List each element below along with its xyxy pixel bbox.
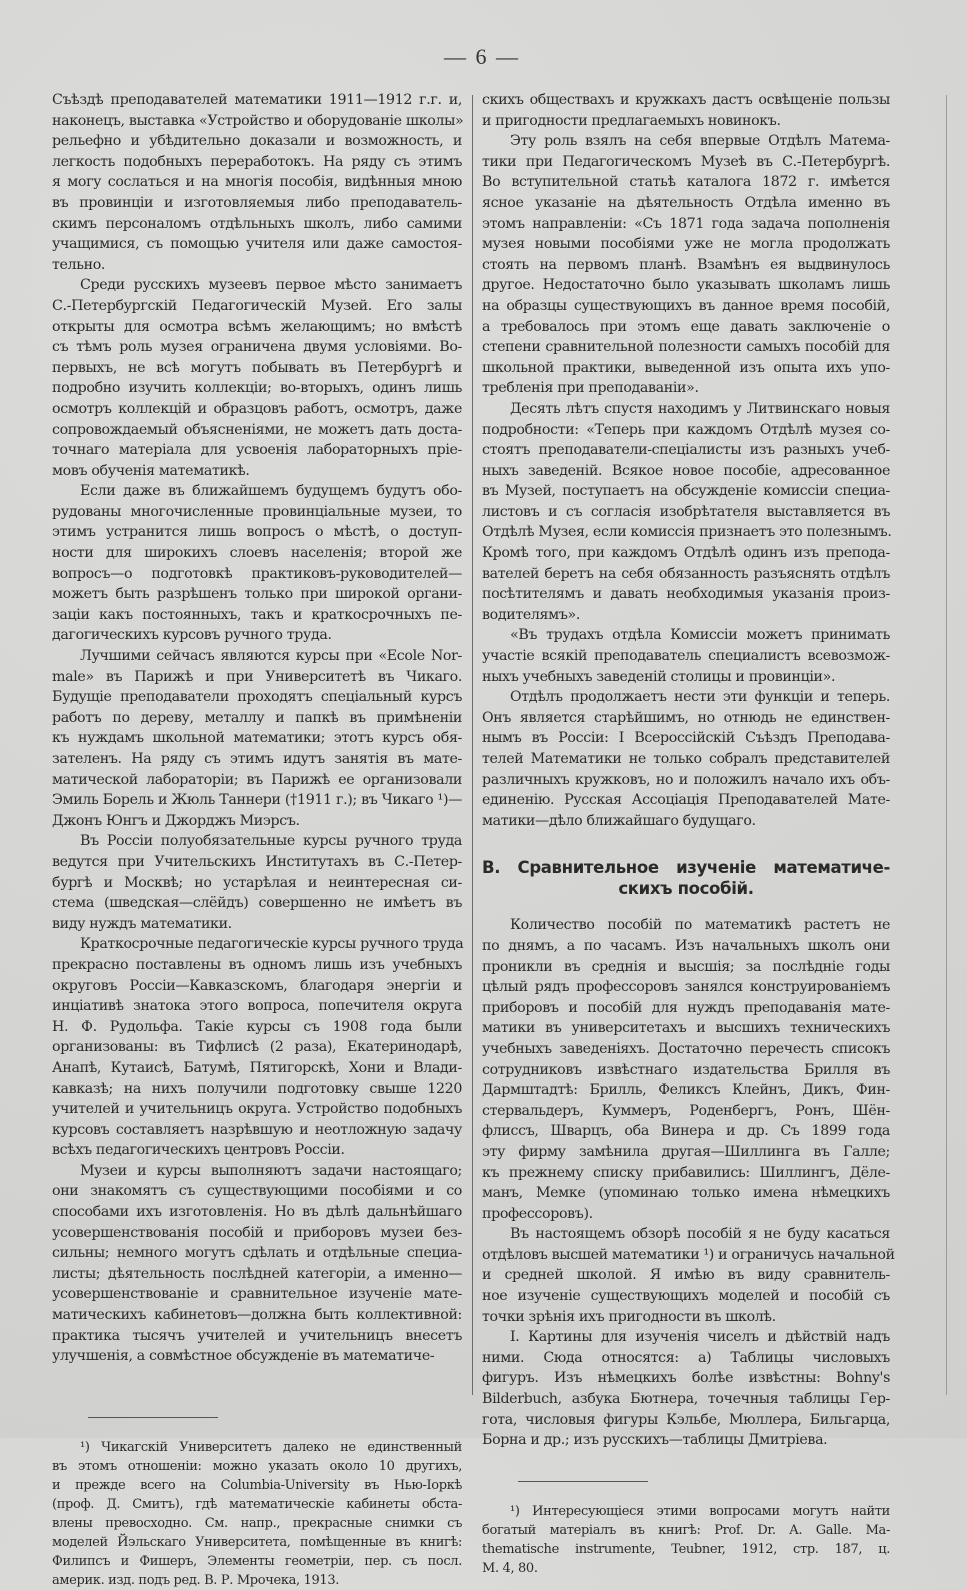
text-line: телей Математики не только собралъ представителей [482, 751, 890, 767]
text-line: различныхъ кружковъ, но и положилъ начало ихъ объ- [482, 771, 890, 788]
text-line: учащимися, съ помощью учителя или даже самостоя- [52, 236, 462, 253]
text-line: можетъ быть разрѣшенъ только при широкой органи- [52, 586, 462, 603]
text-line: учителей и учительницъ округа. Устройство подобныхъ [52, 1101, 462, 1118]
text-line: матическихъ кабинетовъ—должна быть коллективной: [52, 1307, 462, 1324]
text-line: посѣтителямъ и давать необходимыя указанія произ- [482, 586, 890, 603]
text-line: Количество пособій по математикѣ растетъ не [510, 917, 890, 934]
paragraph [482, 625, 890, 687]
text-line: степени сравнительной полезности самыхъ пособій для [482, 339, 890, 356]
text-line: открыты для осмотра всѣмъ желающимъ; но вмѣстѣ [52, 318, 462, 335]
text-line: тельно. [52, 256, 106, 273]
text-line: музея новыми пособіями уже не могла продолжать [482, 236, 890, 253]
text-line: сотрудниковъ извѣстнаго издательства Брилля въ [482, 1061, 890, 1078]
column-divider [472, 95, 473, 1395]
footnote [482, 1502, 890, 1578]
text-line: гота, числовыя фигуры Кэльбе, Мюллера, Бильгарца, [482, 1411, 890, 1428]
footnote-line: америк. изд. подъ ред. В. Р. Мрочека, 1913. [52, 1572, 340, 1588]
text-line: учебныхъ заведеніяхъ. Достаточно перечесть списокъ [482, 1040, 890, 1057]
text-line: Отдѣлъ продолжаетъ нести эти функціи и теперь. [510, 689, 890, 706]
text-line: нымъ въ Россіи: I Всероссійскій Съѣздъ Преподава- [482, 730, 890, 747]
text-line: курсовъ составляетъ назрѣвшую и неотложную задачу [52, 1121, 462, 1138]
text-line: Джонъ Юнгъ и Джорджъ Миэрсъ. [52, 812, 300, 829]
text-line: подробности: «Теперь при каждомъ Отдѣлѣ музея со- [482, 421, 890, 438]
text-line: ведутся при Учительскихъ Институтахъ въ С.-Петер- [52, 853, 462, 870]
paragraph [482, 131, 890, 399]
text-line: Музеи и курсы выполняютъ задачи настоящаго; [80, 1162, 462, 1179]
text-line: матики въ университетахъ и высшихъ техническихъ [482, 1020, 890, 1037]
text-line: работъ по дереву, металлу и папкѣ въ примѣненіи [52, 709, 462, 726]
paragraph [482, 90, 890, 131]
paragraph [52, 646, 462, 831]
text-line: усовершенствованіе и сравнительное изученіе мате- [52, 1286, 462, 1303]
text-line: ныхъ заведеній. Всякое новое пособіе, адресованное [482, 462, 890, 479]
text-line: male» въ Парижѣ и при Университетѣ въ Чикаго. [52, 668, 462, 685]
paragraph [482, 1224, 895, 1327]
text-line: наконецъ, выставка «Устройство и оборудованіе школы» [52, 112, 464, 129]
text-line: вателей беретъ на себя обязанность разъяснять отдѣлъ [482, 565, 890, 582]
text-line: манъ, Мемке (упоминаю только имена нѣмецкихъ [482, 1185, 890, 1202]
page-edge-rule [946, 95, 947, 1395]
text-line: тики при Педагогическомъ Музеѣ въ С.-Петербургѣ. [482, 153, 890, 170]
paragraph [482, 1327, 890, 1451]
text-line: и пригодности предлагаемыхъ новинокъ. [482, 112, 781, 129]
text-line: листы; дѣятельность послѣдней категоріи, а именно— [52, 1265, 462, 1282]
paragraph [52, 481, 462, 646]
text-line: I. Картины для изученія чиселъ и дѣйствій надъ [510, 1329, 890, 1346]
text-line: виду нуждъ математики. [52, 915, 232, 932]
footnote-line: богатый матеріалъ въ книгѣ: Prof. Dr. A. Galle. Ma- [482, 1522, 890, 1538]
text-line: Краткосрочные педагогическіе курсы ручного труда [80, 936, 464, 953]
text-line: Bilderbuch, азбука Бютнера, точечныя таблицы Гер- [482, 1391, 890, 1408]
footnote-line: ¹) Чикагскій Университетъ далеко не единственный [80, 1439, 462, 1455]
text-line: къ нуждамъ школьной математики; этотъ курсъ обя- [52, 730, 462, 747]
paragraph [52, 831, 462, 934]
text-line: а требовалось при этомъ еще давать заключеніе о [482, 318, 890, 335]
text-line: подробно изучить коллекціи; во-вторыхъ, одинъ лишь [52, 380, 462, 397]
text-line: Кромѣ того, при каждомъ Отдѣлѣ одинъ изъ препода- [482, 545, 890, 562]
text-line: Анапѣ, Кутаисѣ, Батумѣ, Пятигорскѣ, Хони и Влади- [52, 1059, 462, 1076]
text-line: стоять на первомъ планѣ. Взамѣнъ ея выдвинулось [482, 256, 890, 273]
text-line: легкость подобныхъ переработокъ. На ряду съ этимъ [52, 153, 462, 170]
paragraph [482, 915, 890, 1224]
text-line: они знакомятъ съ существующими пособіями и со [52, 1183, 462, 1200]
text-line: я могу сослаться и на многія пособія, видѣнныя мною [52, 174, 462, 191]
footnote-rule [88, 1417, 218, 1418]
text-line: Н. Ф. Рудольфа. Такіе курсы съ 1908 года были [52, 1018, 462, 1035]
text-line: заціи какъ постоянныхъ, такъ и краткосрочныхъ пе- [52, 606, 462, 623]
text-line: профессоровъ). [482, 1205, 593, 1222]
text-line: отдѣловъ высшей математики ¹) и ограничусь начальной [482, 1246, 895, 1263]
text-line: цѣлый рядъ профессоровъ занялся конструированіемъ [482, 979, 890, 996]
text-line: стема (шведская—слёйдъ) совершенно не имѣетъ въ [52, 895, 462, 912]
text-line: скимъ персоналомъ отдѣльныхъ школъ, либо самими [52, 215, 462, 232]
text-line: эту фирму замѣнила другая—Шиллинга въ Галле; [482, 1143, 890, 1160]
text-line: этимъ устранится лишь вопросъ о мѣстѣ, о доступ- [52, 524, 462, 541]
footnote [52, 1438, 462, 1590]
text-line: школьной практики, выведенной изъ опыта ихъ упо- [482, 359, 890, 376]
text-line: фигуръ. Изъ нѣмецкихъ болѣе извѣстны: Bohny's [482, 1370, 890, 1387]
text-line: водителямъ». [482, 606, 580, 623]
text-line: Эту роль взялъ на себя впервые Отдѣлъ Матема- [510, 133, 890, 150]
text-line: матической лабораторіи; въ Парижѣ ее организовали [52, 771, 462, 788]
text-line: вопросъ—о подготовкѣ практиковъ-руководителей— [52, 565, 462, 582]
text-line: точки зрѣнія ихъ пригодности въ школѣ. [482, 1308, 776, 1325]
text-line: Среди русскихъ музеевъ первое мѣсто занимаетъ [80, 277, 462, 294]
text-line: дагогическихъ курсовъ ручного труда. [52, 627, 332, 644]
text-line: ясное указаніе на дѣятельность Отдѣла именно въ [482, 194, 890, 211]
footnote-line: моделей Йэльскаго Университета, помѣщенные въ книгѣ: [52, 1534, 462, 1550]
text-line: С.-Петербургскій Педагогическій Музей. Его залы [52, 297, 462, 314]
footnote-line: М. 4, 80. [482, 1560, 538, 1576]
text-line: бургѣ и Москвѣ; но устарѣлая и неинтересная си- [52, 874, 462, 891]
text-line: Борна и др.; изъ русскихъ—таблицы Дмитріева. [482, 1432, 828, 1449]
text-line: къ прежнему списку прибавились: Шиллингъ, Дёле- [482, 1164, 890, 1181]
text-line: ныхъ учебныхъ заведеній столицы и провинціи». [482, 668, 836, 685]
right-column [482, 90, 895, 1578]
text-line: требленія при преподаваніи». [482, 380, 699, 397]
footnote-line: thematische instrumente, Teubner, 1912, стр. 187, ц. [482, 1541, 890, 1557]
text-line: Если даже въ ближайшемъ будущемъ будутъ обо- [80, 483, 462, 500]
paragraph [52, 275, 462, 481]
text-line: Эмиль Борель и Жюль Таннери (†1911 г.); въ Чикаго ¹)— [52, 792, 462, 809]
text-line: рельефно и убѣдительно доказали и возможность, и [52, 133, 462, 150]
text-line: въ Музей, поступаетъ на обсужденіе комиссіи специа- [482, 483, 890, 500]
text-line: и средней школой. Я имѣю въ виду сравнитель- [482, 1267, 890, 1284]
paragraph [52, 934, 462, 1161]
text-line: Онъ является старѣйшимъ, но отнюдь не единствен- [482, 709, 890, 726]
text-line: ное изученіе существующихъ моделей и пособій съ [482, 1288, 890, 1305]
text-line: прекрасно поставлены въ одномъ лишь изъ учебныхъ [52, 956, 462, 973]
text-line: сопровождаемый объясненіями, не можетъ дать доста- [52, 421, 462, 438]
footnote-line: ¹) Интересующіеся этими вопросами могутъ найти [510, 1503, 890, 1519]
text-line: Будущіе преподаватели проходятъ спеціальный курсъ [52, 689, 462, 706]
text-line: матики—дѣло ближайшаго будущаго. [482, 812, 756, 829]
text-line: зателенъ. На ряду съ этимъ идутъ занятія въ мате- [52, 751, 462, 767]
text-line: Въ Россіи полуобязательные курсы ручного труда [80, 833, 462, 850]
text-line: по днямъ, а по часамъ. Изъ начальныхъ школъ они [482, 937, 890, 954]
text-line: этомъ направленіи: «Съ 1871 года задача пополненія [482, 215, 890, 232]
paragraph [482, 687, 890, 831]
text-line: флиссъ, Шварцъ, оба Винера и др. Съ 1899 года [482, 1123, 890, 1140]
text-line: ности для широкихъ слоевъ населенія; второй же [52, 545, 462, 562]
text-line: усовершенствованія пособій и приборовъ музеи без- [52, 1224, 462, 1241]
paragraph [52, 90, 462, 275]
text-line: листовъ и съ согласія изобрѣтателя выставляется въ [482, 503, 890, 520]
footnote-line: (проф. Д. Смитъ), гдѣ математическіе кабинеты обста- [52, 1496, 462, 1512]
left-column [52, 90, 462, 1590]
text-line: Съѣздѣ преподавателей математики 1911—1912 г.г. и, [52, 92, 462, 108]
text-line: стервальдеръ, Куммеръ, Роденбергъ, Ронъ, Шён- [482, 1102, 890, 1119]
text-line: осмотръ коллекцій и образцовъ работъ, осмотръ, даже [52, 400, 462, 417]
text-line: другое. Недостаточно было указывать школамъ лишь [482, 277, 890, 294]
text-line: на образцы существующихъ въ данное время пособій, [482, 297, 890, 314]
text-line: точнаго матеріала для усвоенія лабораторныхъ пріе- [52, 442, 462, 459]
text-line: Десять лѣтъ спустя находимъ у Литвинскаго новыя [510, 400, 890, 417]
text-line: ними. Сюда относятся: а) Таблицы числовыхъ [482, 1349, 890, 1366]
page-number: — 6 — [444, 44, 520, 69]
text-line: практика тысячъ учителей и учительницъ внесетъ [52, 1327, 462, 1344]
text-line: въ провинціи и изготовляемыя либо преподаватель- [52, 194, 462, 211]
section-heading-line: скихъ пособій. [618, 879, 754, 899]
text-line: Дармштадтѣ: Брилль, Феликсъ Клейнъ, Дикъ, Фин- [482, 1082, 890, 1099]
text-line: организованы: въ Тифлисѣ (2 раза), Екатеринодарѣ, [52, 1039, 462, 1056]
text-line: сильны; немного могутъ сдѣлать и отдѣльные специа- [52, 1245, 462, 1262]
text-line: инціативѣ знатока этого вопроса, попечителя округа [52, 998, 462, 1015]
text-line: рудованы многочисленные провинціальные музеи, то [52, 503, 462, 520]
text-line: округовъ Россіи—Кавказскомъ, благодаря энергіи и [52, 977, 462, 994]
footnote-line: въ этомъ отношеніи: можно указать около 10 другихъ, [52, 1458, 462, 1474]
text-line: способами ихъ изготовленія. Но въ дѣлѣ дальнѣйшаго [52, 1204, 462, 1221]
text-line: Во вступительной статьѣ каталога 1872 г. имѣется [482, 174, 890, 191]
footnote-line: и прежде всего на Columbia-University въ Нью-Іоркѣ [52, 1477, 462, 1493]
text-line: единенію. Русская Ассоціація Преподавателей Мате- [482, 792, 890, 809]
footnote-line: Филипсъ и Фишеръ, Элементы геометріи, пер. съ посл. [52, 1553, 462, 1569]
text-line: проникли въ среднія и высшія; за послѣдніе годы [482, 958, 890, 975]
paragraph [52, 1161, 462, 1367]
text-line: приборовъ и пособій для нуждъ преподаванія мате- [482, 999, 890, 1016]
text-line: стоятъ преподаватели-спеціалисты изъ разныхъ учеб- [482, 442, 890, 459]
text-line: улучшенія, а совмѣстное обсужденіе въ математиче- [52, 1348, 435, 1365]
text-line: мовъ обученія математикѣ. [52, 462, 250, 479]
footnote-line: влены превосходно. См. напр., прекрасные снимки съ [52, 1515, 462, 1531]
text-line: Отдѣлѣ Музея, если комиссія признаетъ это полезнымъ. [482, 524, 892, 541]
text-line: Лучшими сейчасъ являются курсы при «Ecole Nor- [80, 648, 462, 665]
text-line: «Въ трудахъ отдѣла Комиссіи можетъ принимать [510, 627, 890, 644]
text-line: Въ настоящемъ обзорѣ пособій я не буду касаться [510, 1226, 890, 1243]
text-line: первыхъ, не всѣ могутъ побывать въ Петербургѣ и [52, 359, 462, 376]
paragraph [482, 399, 890, 626]
text-line: скихъ обществахъ и кружкахъ дастъ освѣщеніе пользы [482, 92, 890, 108]
section-heading-line: В. Сравнительное изученіе математиче- [482, 858, 890, 878]
text-line: кавказѣ; на нихъ получили подготовку свыше 1220 [52, 1080, 462, 1097]
text-line: съ тѣмъ роль музея ограничена двумя условіями. Во- [52, 339, 462, 356]
footnote-rule [518, 1481, 648, 1482]
text-line: участіе всякій преподаватель специалистъ всевозмож- [482, 648, 890, 665]
text-line: всѣхъ педагогическихъ центровъ Россіи. [52, 1142, 345, 1159]
section-heading [482, 857, 890, 899]
